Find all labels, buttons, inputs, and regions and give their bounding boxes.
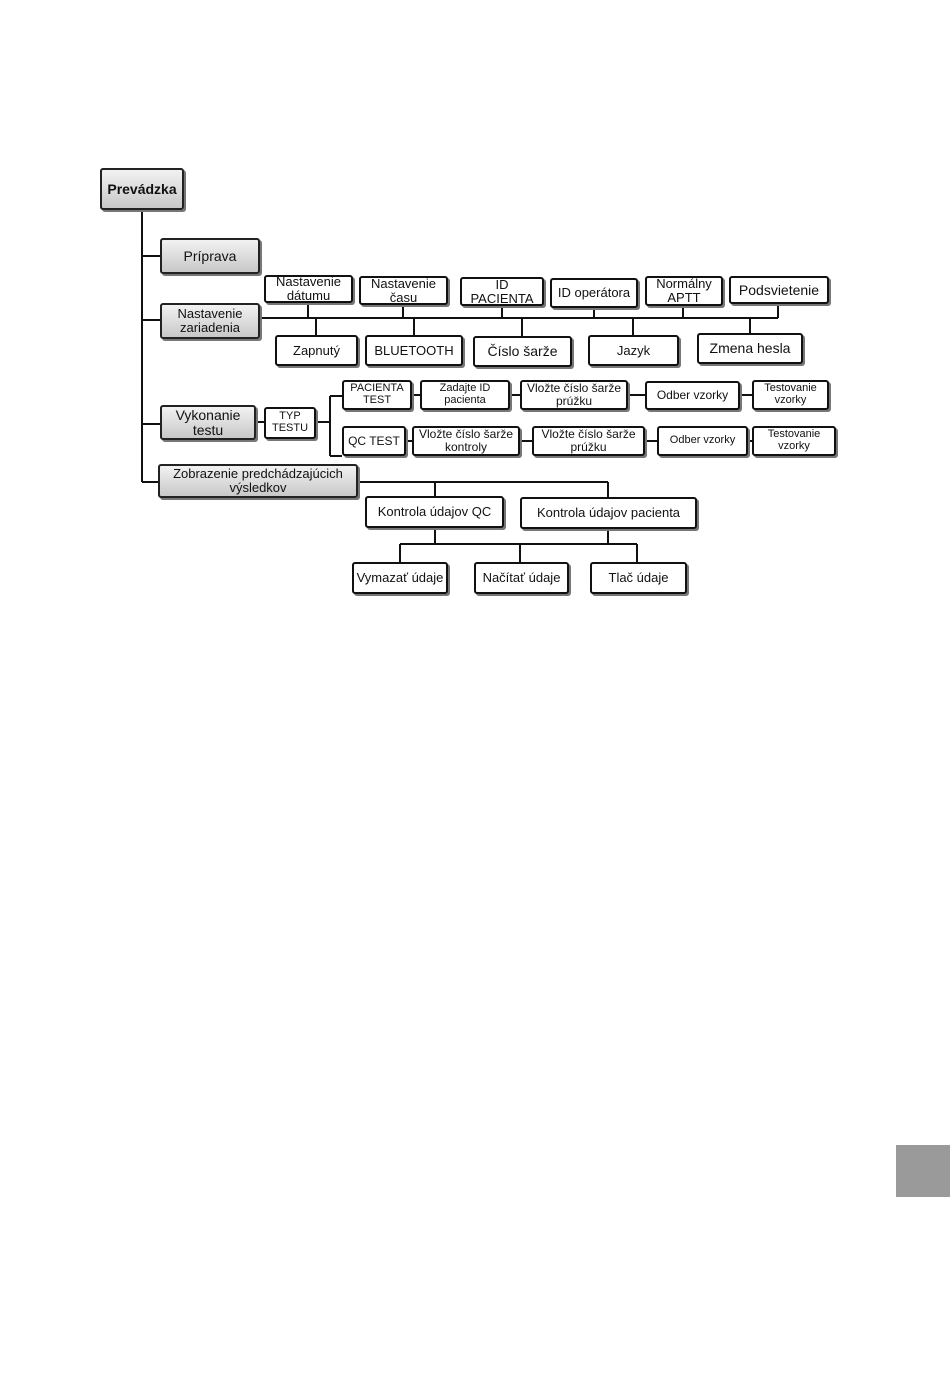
node-kontrola-pacienta: Kontrola údajov pacienta (520, 497, 697, 529)
node-nastavenie-casu: Nastavenie času (359, 276, 448, 305)
node-zapnuty: Zapnutý (275, 335, 358, 366)
node-tlac-udaje: Tlač údaje (590, 562, 687, 594)
node-testovanie-vzorky-qc: Testovanie vzorky (752, 426, 836, 456)
node-cislo-sarze: Číslo šarže (473, 336, 572, 367)
node-zadajte-id-pacienta: Zadajte ID pacienta (420, 380, 510, 410)
node-vymazat-udaje: Vymazať údaje (352, 562, 448, 594)
node-vlozte-sarzu-kontroly: Vložte číslo šarže kontroly (412, 426, 520, 456)
node-zmena-hesla: Zmena hesla (697, 333, 803, 364)
node-testovanie-vzorky-patient: Testovanie vzorky (752, 380, 829, 410)
node-vykonanie-testu: Vykonanie testu (160, 405, 256, 440)
node-vlozte-sarzu-pruzku-qc: Vložte číslo šarže prúžku (532, 426, 645, 456)
node-priprava: Príprava (160, 238, 260, 274)
node-id-operatora: ID operátora (550, 278, 638, 308)
node-odber-vzorky-patient: Odber vzorky (645, 381, 740, 410)
node-kontrola-qc: Kontrola údajov QC (365, 496, 504, 528)
node-normalny-aptt: Normálny APTT (645, 276, 723, 306)
node-nastavenie-zariadenia: Nastavenie zariadenia (160, 303, 260, 339)
node-typ-testu: TYP TESTU (264, 407, 316, 439)
node-bluetooth: BLUETOOTH (365, 335, 463, 366)
node-pacienta-test: PACIENTA TEST (342, 380, 412, 410)
node-id-pacienta: ID PACIENTA (460, 277, 544, 306)
node-nacitat-udaje: Načítať údaje (474, 562, 569, 594)
node-qc-test: QC TEST (342, 426, 406, 456)
node-zobrazenie-vysledkov: Zobrazenie predchádzajúcich výsledkov (158, 464, 358, 498)
node-odber-vzorky-qc: Odber vzorky (657, 426, 748, 456)
node-jazyk: Jazyk (588, 335, 679, 366)
side-section-tab (896, 1145, 950, 1197)
node-nastavenie-datumu: Nastavenie dátumu (264, 275, 353, 303)
node-vlozte-sarzu-pruzku-patient: Vložte číslo šarže prúžku (520, 380, 628, 410)
node-podsvietenie: Podsvietenie (729, 276, 829, 304)
root-node-prevadzka: Prevádzka (100, 168, 184, 210)
